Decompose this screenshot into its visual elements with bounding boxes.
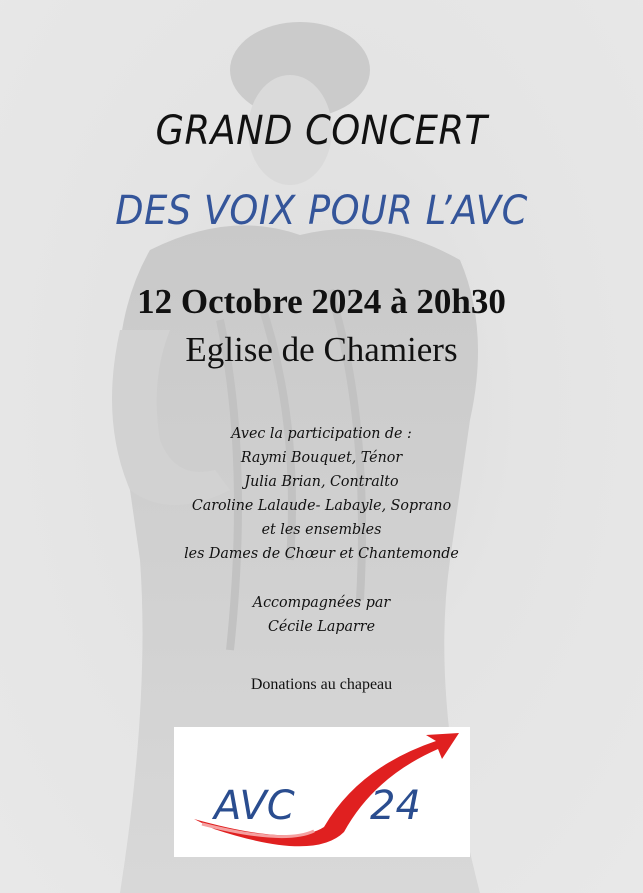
concert-venue: Eglise de Chamiers: [185, 330, 458, 369]
avc24-logo: [174, 727, 470, 857]
performer-tenor: Raymi Bouquet, Ténor: [240, 448, 403, 466]
ensembles-names: les Dames de Chœur et Chantemonde: [184, 544, 459, 562]
ensembles-intro: et les ensembles: [261, 520, 382, 538]
performer-contralto: Julia Brian, Contralto: [244, 472, 399, 490]
logo-avc-text: AVC: [214, 783, 295, 829]
concert-subtitle: DES VOIX POUR L’AVC: [115, 188, 528, 234]
avc24-logo-graphic: [174, 727, 470, 857]
concert-date: 12 Octobre 2024 à 20h30: [137, 282, 506, 321]
accompanist-name: Cécile Laparre: [267, 617, 376, 635]
accompaniment-intro: Accompagnées par: [252, 593, 391, 611]
participation-intro: Avec la participation de :: [231, 424, 412, 442]
logo-24-text: 24: [370, 783, 421, 829]
concert-title: GRAND CONCERT: [155, 108, 488, 154]
donations-note: Donations au chapeau: [250, 676, 393, 693]
performer-soprano: Caroline Lalaude- Labayle, Soprano: [191, 496, 452, 514]
